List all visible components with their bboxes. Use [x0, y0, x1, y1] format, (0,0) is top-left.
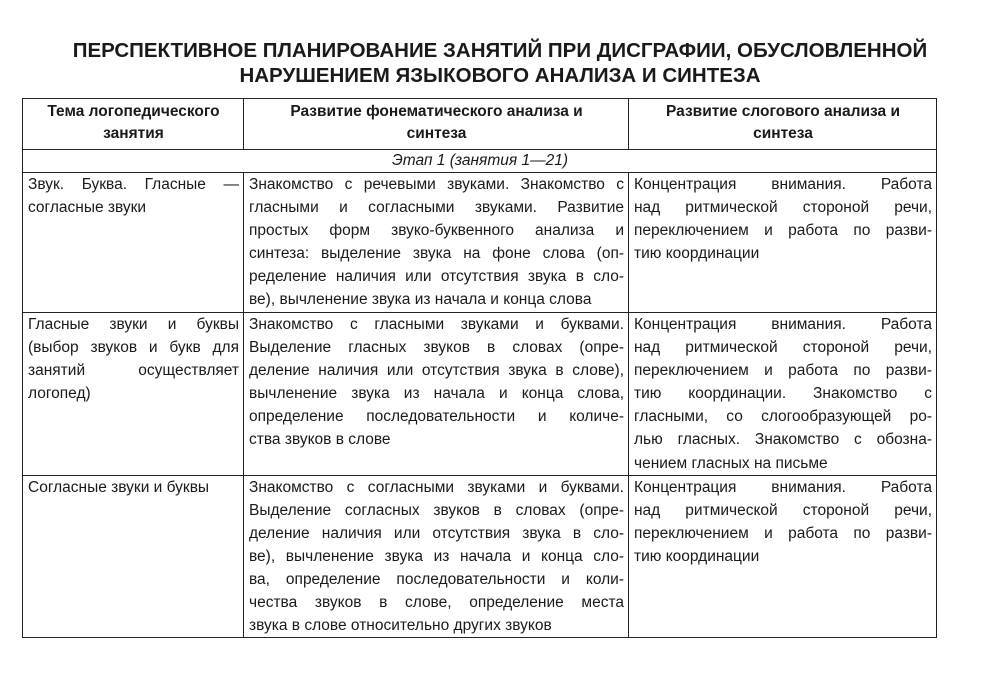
cell-phonemic: Знакомство с речевыми звуками. Знакомство с гласными и согласными звуками. Развитие простых форм звуко-буквенного анализа и синтеза: выделение звука на фоне слова (оп- ределение наличия или отсутствия звука в сло- ве), вычленение звука из начала и конца слова	[244, 173, 629, 313]
cell-syllabic: Концентрация внимания. Работа над ритмической стороной речи, переключением и работа по разви- тию координации	[629, 475, 937, 638]
table-row	[23, 313, 937, 476]
stage-label: Этап 1 (занятия 1—21)	[23, 150, 937, 173]
cell-topic: Гласные звуки и буквы (выбор звуков и букв для занятий осуществляет логопед)	[23, 313, 244, 476]
title-line-2: НАРУШЕНИЕМ ЯЗЫКОВОГО АНАЛИЗА И СИНТЕЗА	[239, 64, 761, 87]
page-title	[0, 38, 1000, 88]
title-line-1: ПЕРСПЕКТИВНОЕ ПЛАНИРОВАНИЕ ЗАНЯТИЙ ПРИ ДИСГРАФИИ, ОБУСЛОВЛЕННОЙ	[72, 39, 928, 62]
cell-topic: Согласные звуки и буквы	[23, 475, 244, 638]
cell-syllabic: Концентрация внимания. Работа над ритмической стороной речи, переключением и работа по разви- тию координации. Знакомство с гласными, со слогообразующей ро- лью гласных. Знакомство с обозна- чением гласных на письме	[629, 313, 937, 476]
header-topic: Тема логопедического занятия	[23, 99, 244, 150]
stage-row	[23, 150, 937, 173]
table-row	[23, 173, 937, 313]
table-row	[23, 475, 937, 638]
header-syllabic: Развитие слогового анализа и синтеза	[629, 99, 937, 150]
planning-table	[22, 98, 937, 638]
cell-phonemic: Знакомство с гласными звуками и буквами. Выделение гласных звуков в словах (опре- деление наличия или отсутствия звука в слове), вычленение звука из начала и конца слова, определение последовательности и количе- ства звуков в слове	[244, 313, 629, 476]
table-header-row	[23, 99, 937, 150]
header-phonemic: Развитие фонематического анализа и синтеза	[244, 99, 629, 150]
cell-phonemic: Знакомство с согласными звуками и буквами. Выделение согласных звуков в словах (опре- деление наличия или отсутствия звука в сло- ве), вычленение звука из начала и конца сло- ва, определение последовательности и коли- чества звуков в слове, определение места звука в слове относительно других звуков	[244, 475, 629, 638]
cell-syllabic: Концентрация внимания. Работа над ритмической стороной речи, переключением и работа по разви- тию координации	[629, 173, 937, 313]
cell-topic: Звук. Буква. Гласные — согласные звуки	[23, 173, 244, 313]
